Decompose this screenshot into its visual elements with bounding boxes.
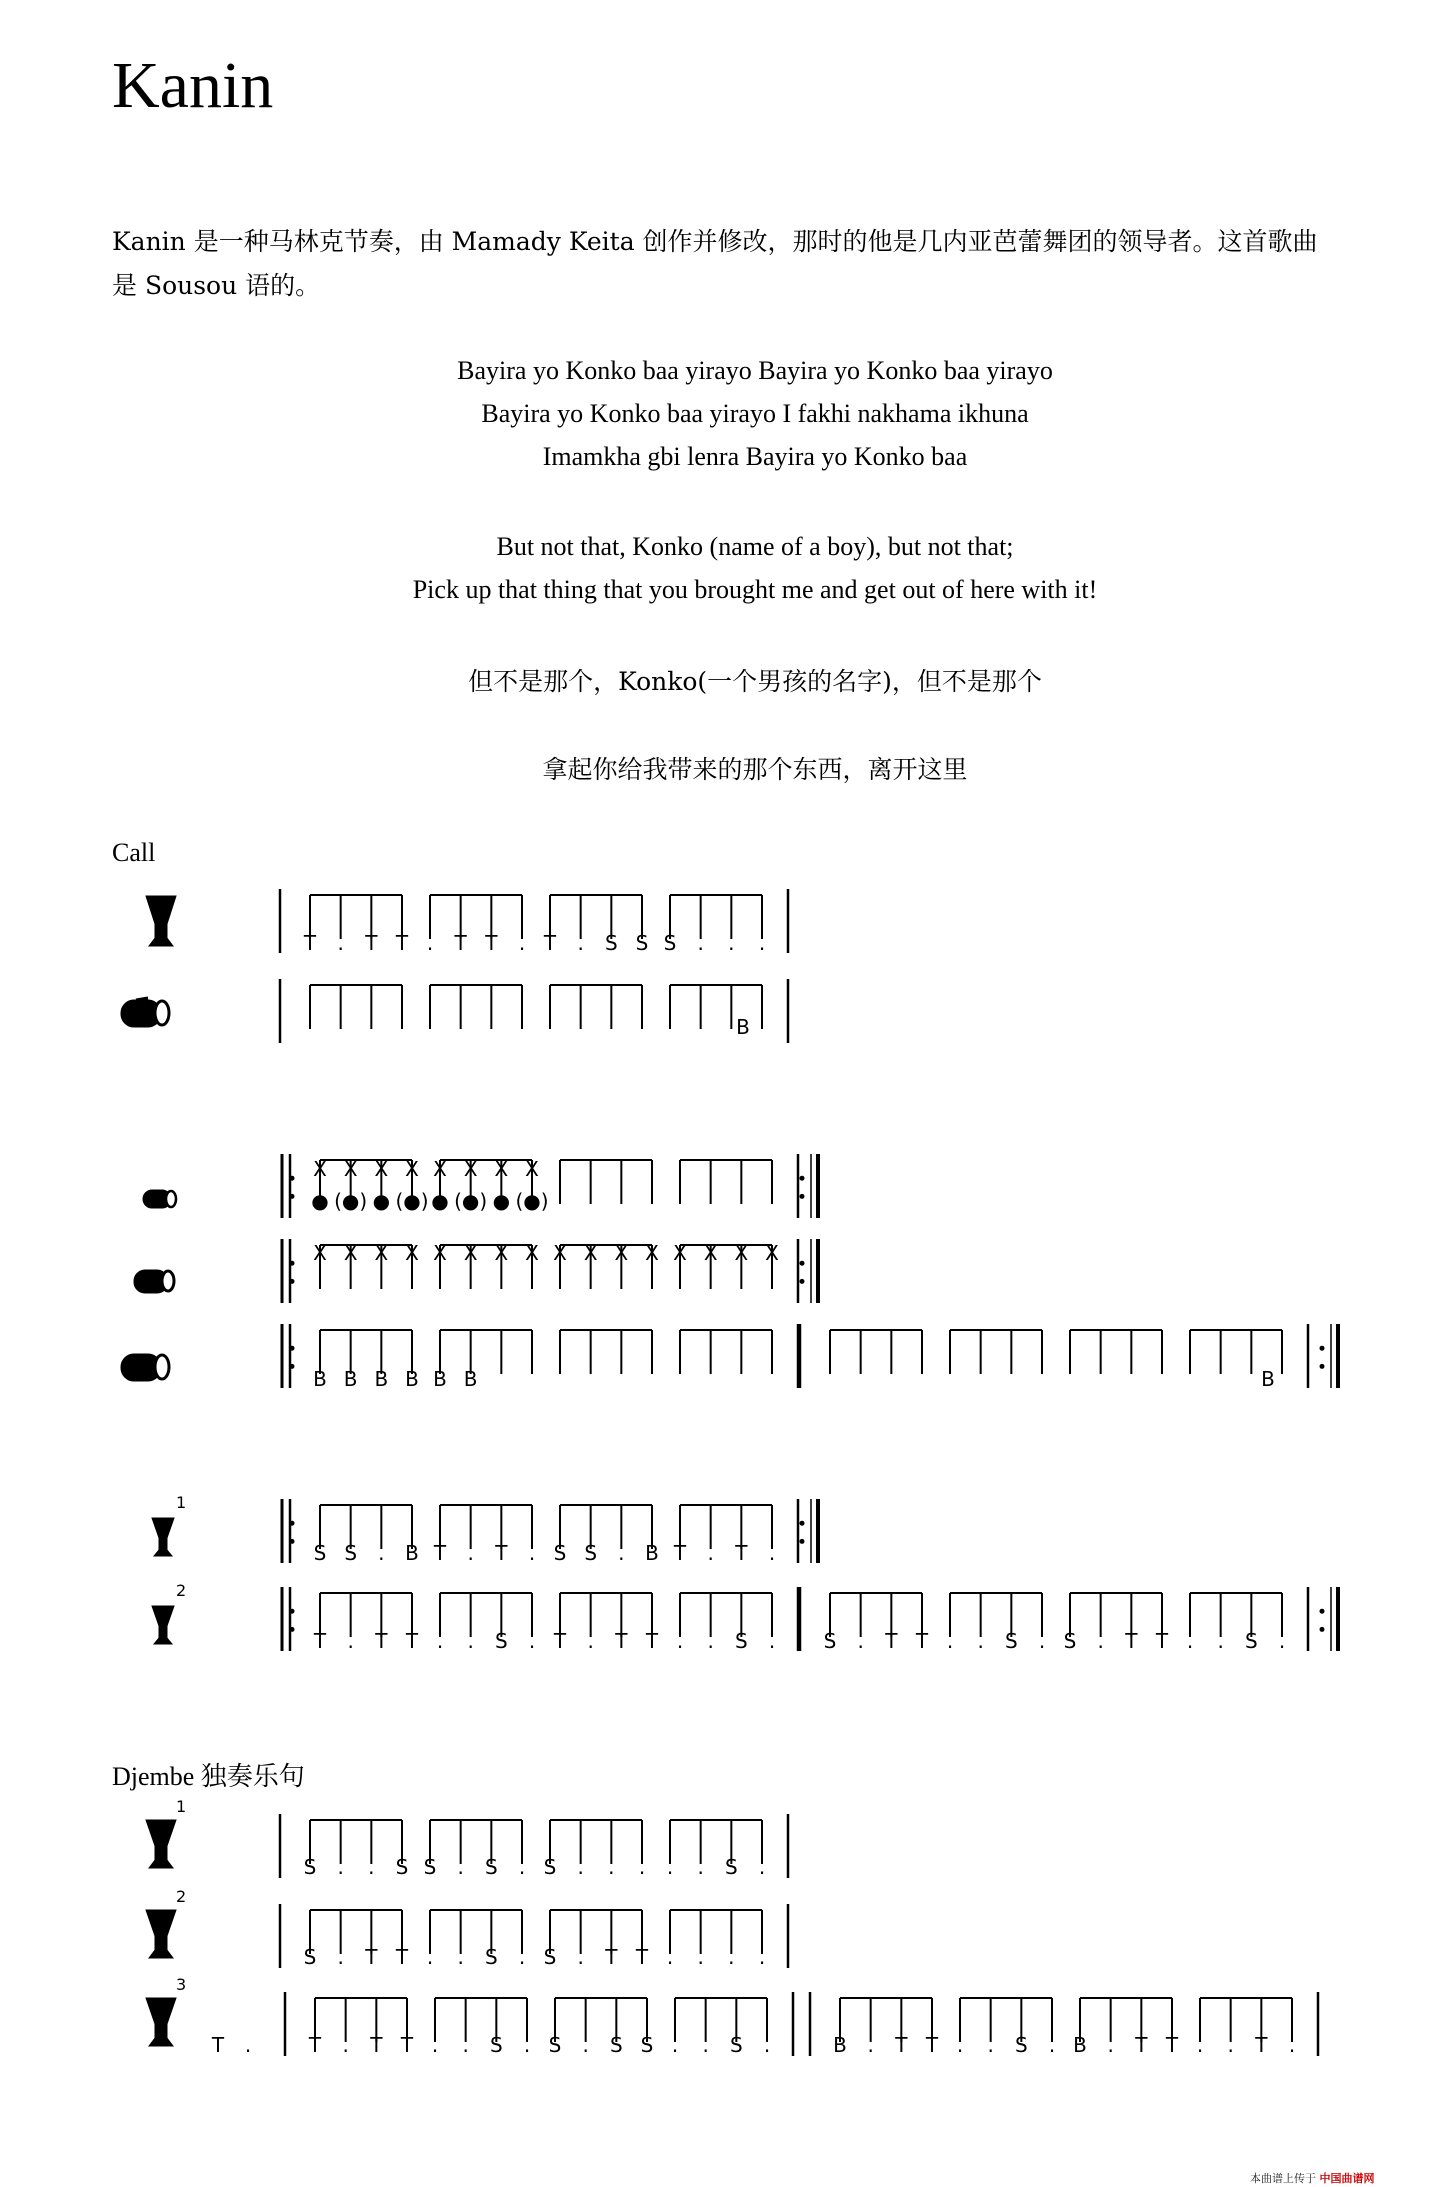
note-symbol: S [548, 2033, 562, 2057]
repeat-dot [1320, 1364, 1325, 1369]
note-symbol: T [885, 1629, 898, 1653]
lyric-chinese-line-1: 但不是那个，Konko(一个男孩的名字)，但不是那个 [468, 667, 1042, 696]
repeat-dot [290, 1364, 295, 1369]
note-symbol: X [463, 1241, 478, 1265]
note-symbol: X [703, 1241, 718, 1265]
note-symbol: . [1048, 2033, 1056, 2057]
note-symbol: B [313, 1367, 327, 1391]
note-symbol: . [707, 1629, 714, 1653]
dundun-icon [121, 998, 169, 1027]
note-symbol: S [1063, 1629, 1077, 1653]
note-symbol: . [337, 1855, 344, 1879]
lyric-sousou-line-3: Imamkha gbi lenra Bayira yo Konko baa [542, 442, 968, 471]
note-symbol: S [640, 2033, 654, 2057]
note-symbol: X [405, 1241, 419, 1265]
dundunba-icon [121, 1354, 169, 1381]
repeat-dot [290, 1261, 295, 1266]
note-symbol: . [697, 1945, 704, 1969]
note-symbol: X [494, 1241, 509, 1265]
note-symbol: S [1004, 1629, 1018, 1653]
note-symbol: X [645, 1241, 659, 1265]
note-symbol: T [1135, 2033, 1148, 2057]
repeat-dot [800, 1261, 805, 1266]
note-symbol: (●) [334, 1189, 368, 1213]
note-symbol: . [758, 1945, 766, 1969]
note-symbol: . [518, 931, 526, 955]
repeat-dot [800, 1521, 805, 1526]
note-symbol: S [543, 1945, 557, 1969]
note-symbol: X [313, 1157, 327, 1181]
note-symbol: T [454, 931, 467, 955]
note-symbol: T [895, 2033, 908, 2057]
note-symbol: . [666, 1855, 674, 1879]
repeat-dot [290, 1346, 295, 1351]
note-symbol: . [702, 2033, 709, 2057]
note-symbol: . [577, 1945, 584, 1969]
note-symbol: . [1217, 1629, 1224, 1653]
djembe-icon [146, 1820, 176, 1868]
repeat-dot [290, 1521, 295, 1526]
note-symbol: X [343, 1241, 358, 1265]
note-symbol: . [1278, 1629, 1286, 1653]
note-symbol: S [584, 1541, 598, 1565]
note-symbol: . [987, 2033, 994, 2057]
note-symbol: . [337, 931, 344, 955]
note-symbol: S [734, 1629, 748, 1653]
note-symbol: T [211, 2033, 225, 2057]
note-symbol: . [467, 1629, 474, 1653]
note-symbol: T [308, 2033, 322, 2057]
note-symbol: . [707, 1541, 714, 1565]
note-symbol: T [400, 2033, 414, 2057]
intro-paragraph: Kanin 是一种马林克节奏，由 Mamady Keita 创作并修改，那时的他是几内亚芭蕾舞团的领导者。这首歌曲是 Sousou 语的。 [112, 227, 1318, 300]
note-symbol: X [525, 1157, 539, 1181]
djembe-icon [146, 896, 176, 946]
note-symbol: (●) [515, 1189, 549, 1213]
note-symbol: . [671, 2033, 679, 2057]
note-symbol: S [303, 1855, 317, 1879]
note-symbol: ● [311, 1189, 329, 1213]
note-symbol: . [518, 1855, 526, 1879]
note-symbol: T [553, 1629, 567, 1653]
note-symbol: X [405, 1157, 419, 1181]
note-symbol: . [608, 1855, 615, 1879]
note-symbol: S [1244, 1629, 1258, 1653]
lyric-sousou-line-2: Bayira yo Konko baa yirayo I fakhi nakhama ikhuna [481, 399, 1029, 428]
note-symbol: T [1165, 2033, 1179, 2057]
footer-credit: 本曲谱上传于 中国曲谱网 [1250, 2172, 1375, 2185]
note-symbol: . [977, 1629, 984, 1653]
kenkeni-icon [143, 1190, 176, 1208]
note-symbol: T [405, 1629, 419, 1653]
note-symbol: . [1186, 1629, 1194, 1653]
note-symbol: . [587, 1629, 594, 1653]
note-symbol: . [577, 1855, 584, 1879]
note-symbol: T [485, 931, 498, 955]
note-symbol: . [676, 1629, 684, 1653]
note-symbol: T [1155, 1629, 1169, 1653]
note-symbol: . [728, 931, 735, 955]
lyric-english-line-2: Pick up that thing that you brought me and get out of here with it! [412, 575, 1098, 604]
repeat-dot [1320, 1609, 1325, 1614]
note-symbol: . [758, 1855, 766, 1879]
note-symbol: X [374, 1157, 389, 1181]
note-symbol: T [375, 1629, 388, 1653]
note-symbol: . [1107, 2033, 1114, 2057]
solo-section-label: Djembe 独奏乐句 [112, 1762, 305, 1791]
part-number-label: 2 [176, 1887, 187, 1906]
note-symbol: ● [431, 1189, 449, 1213]
repeat-dot [800, 1194, 805, 1199]
djembe-icon [146, 1998, 176, 2046]
note-symbol: T [615, 1629, 628, 1653]
note-symbol: T [433, 1541, 447, 1565]
djembe-icon [146, 1910, 176, 1958]
note-symbol: . [618, 1541, 625, 1565]
note-symbol: X [313, 1241, 327, 1265]
note-symbol: B [343, 1367, 358, 1391]
note-symbol: S [313, 1541, 327, 1565]
note-symbol: X [374, 1241, 389, 1265]
note-symbol: T [645, 1629, 659, 1653]
note-symbol: S [609, 2033, 623, 2057]
note-symbol: B [1261, 1367, 1275, 1391]
repeat-dot [290, 1609, 295, 1614]
note-symbol: . [1227, 2033, 1234, 2057]
note-symbol: . [582, 2033, 589, 2057]
note-symbol: (●) [454, 1189, 488, 1213]
note-symbol: . [431, 2033, 439, 2057]
note-symbol: . [518, 1945, 526, 1969]
note-symbol: . [244, 2033, 252, 2057]
note-symbol: T [605, 1945, 618, 1969]
part-number-label: 1 [176, 1493, 187, 1512]
note-symbol: . [378, 1541, 385, 1565]
note-symbol: S [663, 931, 677, 955]
note-symbol: X [433, 1241, 447, 1265]
note-symbol: . [347, 1629, 354, 1653]
note-symbol: B [645, 1541, 659, 1565]
note-symbol: . [638, 1855, 646, 1879]
note-symbol: T [495, 1541, 508, 1565]
note-symbol: X [765, 1241, 779, 1265]
note-symbol: . [523, 2033, 531, 2057]
note-symbol: . [956, 2033, 964, 2057]
note-symbol: . [1288, 2033, 1296, 2057]
lyric-sousou-line-1: Bayira yo Konko baa yirayo Bayira yo Konko baa yirayo [457, 356, 1053, 385]
note-symbol: T [925, 2033, 939, 2057]
sangban-icon [134, 1270, 174, 1293]
note-symbol: T [915, 1629, 929, 1653]
note-symbol: . [426, 931, 434, 955]
note-symbol: T [370, 2033, 383, 2057]
note-symbol: X [433, 1157, 447, 1181]
note-symbol: . [728, 1945, 735, 1969]
note-symbol: S [395, 1855, 409, 1879]
note-symbol: S [494, 1629, 508, 1653]
djembe-icon [152, 1606, 174, 1644]
note-symbol: S [423, 1855, 437, 1879]
note-symbol: B [405, 1367, 419, 1391]
note-symbol: S [489, 2033, 503, 2057]
note-symbol: B [405, 1541, 419, 1565]
repeat-dot [290, 1539, 295, 1544]
note-symbol: S [484, 1945, 498, 1969]
note-symbol: X [553, 1241, 567, 1265]
note-symbol: X [463, 1157, 478, 1181]
djembe-icon [152, 1518, 174, 1556]
note-symbol: . [768, 1629, 776, 1653]
note-symbol: B [374, 1367, 389, 1391]
note-symbol: . [457, 1945, 464, 1969]
note-symbol: B [833, 2033, 847, 2057]
note-symbol: . [342, 2033, 349, 2057]
note-symbol: T [635, 1945, 649, 1969]
note-symbol: B [736, 1015, 750, 1039]
note-symbol: T [365, 1945, 378, 1969]
note-symbol: S [604, 931, 618, 955]
note-symbol: . [577, 931, 584, 955]
repeat-dot [1320, 1346, 1325, 1351]
note-symbol: ● [492, 1189, 511, 1213]
note-symbol: X [583, 1241, 598, 1265]
note-symbol: B [433, 1367, 447, 1391]
note-symbol: T [1125, 1629, 1138, 1653]
note-symbol: . [1196, 2033, 1204, 2057]
note-symbol: S [1014, 2033, 1028, 2057]
repeat-dot [290, 1176, 295, 1181]
note-symbol: T [395, 1945, 409, 1969]
note-symbol: T [395, 931, 409, 955]
note-symbol: X [525, 1241, 539, 1265]
note-symbol: . [426, 1945, 434, 1969]
part-number-label: 3 [176, 1975, 187, 1994]
note-symbol: . [528, 1629, 536, 1653]
repeat-dot [800, 1176, 805, 1181]
note-symbol: S [484, 1855, 498, 1879]
note-symbol: T [735, 1541, 748, 1565]
note-symbol: . [462, 2033, 469, 2057]
note-symbol: . [763, 2033, 771, 2057]
note-symbol: X [673, 1241, 687, 1265]
note-symbol: . [867, 2033, 874, 2057]
note-symbol: X [494, 1157, 509, 1181]
note-symbol: T [303, 931, 317, 955]
note-symbol: . [436, 1629, 444, 1653]
note-symbol: S [724, 1855, 738, 1879]
note-symbol: X [614, 1241, 629, 1265]
note-symbol: . [1097, 1629, 1104, 1653]
note-symbol: (●) [395, 1189, 429, 1213]
note-symbol: S [635, 931, 649, 955]
repeat-dot [1320, 1627, 1325, 1632]
repeat-dot [800, 1279, 805, 1284]
note-symbol: B [1073, 2033, 1087, 2057]
note-symbol: S [553, 1541, 567, 1565]
note-symbol: T [313, 1629, 327, 1653]
note-symbol: S [344, 1541, 358, 1565]
note-symbol: T [673, 1541, 687, 1565]
page-title: Kanin [112, 49, 274, 122]
note-symbol: X [343, 1157, 358, 1181]
note-symbol: ● [372, 1189, 391, 1213]
note-symbol: T [365, 931, 378, 955]
note-symbol: B [463, 1367, 478, 1391]
note-symbol: . [758, 931, 766, 955]
note-symbol: . [768, 1541, 776, 1565]
note-symbol: . [528, 1541, 536, 1565]
note-symbol: . [457, 1855, 464, 1879]
note-symbol: T [1255, 2033, 1268, 2057]
note-symbol: . [666, 1945, 674, 1969]
note-symbol: . [697, 1855, 704, 1879]
note-symbol: X [734, 1241, 749, 1265]
note-symbol: S [543, 1855, 557, 1879]
note-symbol: S [729, 2033, 743, 2057]
note-symbol: T [543, 931, 557, 955]
part-number-label: 1 [176, 1797, 187, 1816]
note-symbol: . [946, 1629, 954, 1653]
repeat-dot [800, 1539, 805, 1544]
repeat-dot [290, 1194, 295, 1199]
note-symbol: . [337, 1945, 344, 1969]
note-symbol: . [857, 1629, 864, 1653]
part-number-label: 2 [176, 1581, 187, 1600]
lyric-chinese-line-2: 拿起你给我带来的那个东西，离开这里 [542, 755, 968, 784]
call-section-label: Call [112, 838, 156, 867]
repeat-dot [290, 1627, 295, 1632]
note-symbol: . [1038, 1629, 1046, 1653]
note-symbol: S [303, 1945, 317, 1969]
note-symbol: . [697, 931, 704, 955]
note-symbol: . [467, 1541, 474, 1565]
note-symbol: S [823, 1629, 837, 1653]
note-symbol: . [368, 1855, 375, 1879]
lyric-english-line-1: But not that, Konko (name of a boy), but not that; [496, 532, 1014, 561]
repeat-dot [290, 1279, 295, 1284]
